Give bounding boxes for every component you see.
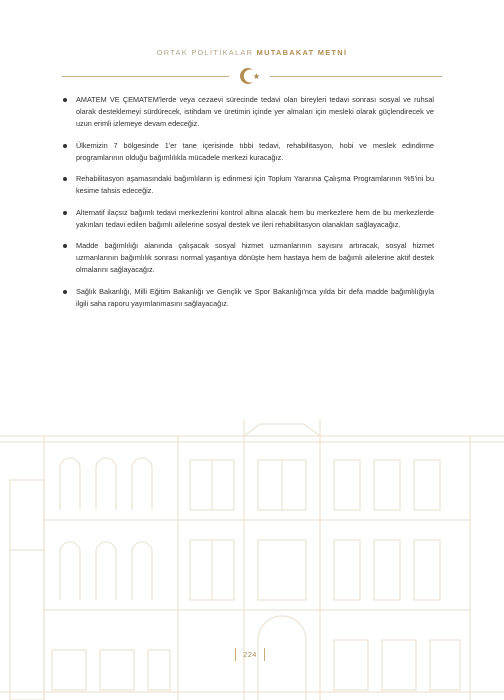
header-title-bold: MUTABAKAT METNİ	[256, 48, 348, 57]
list-item: Ülkemizin 7 bölgesinde 1'er tane içerisinde tıbbi tedavi, rehabilitasyon, hobi ve meslek edindirme programlarının olduğu bağımlılıkla mücadele merkezi kuracağız.	[62, 140, 434, 164]
header-title-light: ORTAK POLİTİKALAR	[156, 48, 254, 57]
header-rule-right	[270, 76, 442, 77]
list-item: Rehabilitasyon aşamasındaki bağımlıların iş edinmesi için Toplum Yararına Çalışma Programlarının %5'ini bu kesime tahsis edeceğiz.	[62, 173, 434, 197]
crescent-star-icon	[231, 64, 269, 88]
list-item: AMATEM VE ÇEMATEM'lerde veya cezaevi sürecinde tedavi olan bireyleri tedavi sonrası sosyal ve ruhsal olarak desteklemeyi sürdürecek, istihdam ve üretimin içinde yer almaları için mesleki olarak güçlendirecek ve uzun erimli izlemeye devam edeceğiz.	[62, 94, 434, 130]
page-number: 224	[235, 648, 265, 661]
list-item: Sağlık Bakanlığı, Milli Eğitim Bakanlığı ve Gençlik ve Spor Bakanlığı'nca yılda bir defa madde bağımlılığıyla ilgili saha raporu yayımlanmasını sağlayacağız.	[62, 286, 434, 310]
list-item: Madde bağımlılığı alanında çalışacak sosyal hizmet uzmanlarının sayısını artıracak, sosyal hizmet uzmanlarının bağımlılık sonrası normal yaşantıya dönüşte hem hastaya hem de bağımlı ailelerine aktif destek olmalarını sağlayacağız.	[62, 240, 434, 276]
bullet-list	[62, 94, 434, 320]
header-rule-left	[62, 76, 229, 77]
list-item: Alternatif ilaçsız bağımlı tedavi merkezlerini kontrol altına alacak hem bu merkezlere hem de bu merkezlerde yakınları tedavi edilen bağımlı ailelerine sosyal destek ve ileri rehabilitasyon olanakları sağlayacağız.	[62, 207, 434, 231]
page-header-title	[0, 48, 504, 57]
